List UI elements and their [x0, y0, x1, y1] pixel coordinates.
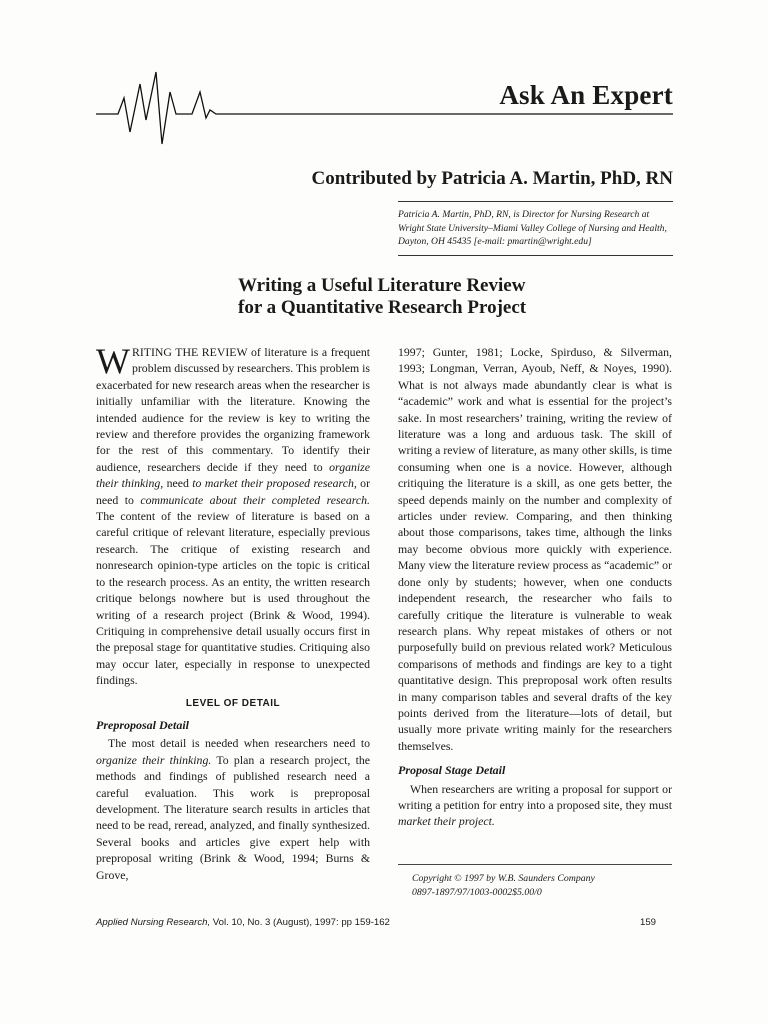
footer-citation [96, 917, 390, 928]
journal-name: Applied Nursing Research, [96, 917, 211, 928]
intro-paragraph: WRITING THE REVIEW of literature is a frequent problem discussed by researchers. This problem is exacerbated for new research areas when the researcher is initially unfamiliar with the literature. Knowing the intended audience for the review is key to writing the review and therefore provides the organizing framework for the rest of this commentary. To identify their audience, researchers decide if they need to organize their thinking, need to market their proposed research, or need to communicate about their completed research. The content of the review of literature is based on a careful critique of relevant literature, especially previous research. The critique of existing research and nonresearch opinion-type articles on the topic is critical to the research process. As an entity, the written research critique belongs nowhere but is used throughout the writing of a research project (Brink & Wood, 1994). Critiquing in comprehensive detail usually occurs first in the preposal stage for quantitative studies. Critiquing also may occur later, especially in response to unexpected findings. [96, 341, 370, 688]
continuation-paragraph: 1997; Gunter, 1981; Locke, Spirduso, & Silverman, 1993; Longman, Verran, Ayoub, Neff, & Noyes, 1990). What is not always made abundantly clear is what is “academic” work and what is essential for the project’s sake. In most researchers’ training, writing the review of literature was a long and arduous task. The skill of writing a review of literature, as many other skills, is time consuming when one is a novice. However, although critiquing the literature is a skill, as one gets better, the speed depends mainly on the number and complexity of articles under review. Comparing, and then thinking about those comparisons, takes time, although the links may become obvious more quickly with experience. Many view the literature review process as “academic” or done only by students; however, when one conducts independent research, the researcher who fails to carefully critique the literature is vulnerable to weak research plans. Why repeat mistakes of others or not purposefully build on previous related work? Meticulous comparisons of methods and findings are key to a tight quantitative design. This preproposal work often results in many comparison tables and several drafts of the key points derived from the literature—lots of detail, but usually more private writing mainly for the researchers themselves. [398, 345, 672, 753]
page-number: 159 [639, 917, 656, 928]
article-title [238, 275, 558, 319]
bio-rule-top [398, 201, 673, 202]
heartbeat-logo-icon [96, 62, 676, 162]
author-bio: Patricia A. Martin, PhD, RN, is Director for Nursing Research at Wright State University–Miami Valley College of Nursing and Health, Dayton, OH 45435 [e-mail: pmartin@wright.edu] [398, 209, 667, 247]
section-title: Ask An Expert [499, 80, 673, 110]
article-code: 0897-1897/97/1003-0002$5.00/0 [412, 886, 542, 898]
volume-info: Vol. 10, No. 3 (August), 1997: pp 159-162 [210, 917, 390, 928]
left-column [96, 341, 370, 883]
right-column [398, 344, 672, 830]
preproposal-paragraph: The most detail is needed when researchers need to organize their thinking. To plan a research project, the methods and findings of published research need a careful evaluation. This work is preproposal development. The literature search results in articles that need to be read, reread, analyzed, and finally synthesized. Several books and articles give expert help with preproposal writing (Brink & Wood, 1994; Burns & Grove, [96, 736, 370, 882]
proposal-paragraph: When researchers are writing a proposal for support or writing a petition for entry into a proposed site, they must market their project. [398, 781, 672, 829]
drop-cap: W [96, 341, 130, 381]
copyright-line: Copyright © 1997 by W.B. Saunders Company [412, 873, 595, 884]
article-title-line-1: Writing a Useful Literature Review [238, 275, 526, 296]
subhead-level-of-detail: LEVEL OF DETAIL [185, 697, 281, 709]
article-title-line-2: for a Quantitative Research Project [238, 297, 527, 318]
subsection-preproposal-detail: Preproposal Detail [96, 717, 189, 732]
contributor-line: Contributed by Patricia A. Martin, PhD, RN [311, 168, 673, 189]
copyright-rule [398, 864, 672, 865]
copyright-notice [412, 872, 674, 899]
bio-rule-bottom [398, 255, 673, 256]
subsection-proposal-stage-detail: Proposal Stage Detail [398, 763, 506, 778]
